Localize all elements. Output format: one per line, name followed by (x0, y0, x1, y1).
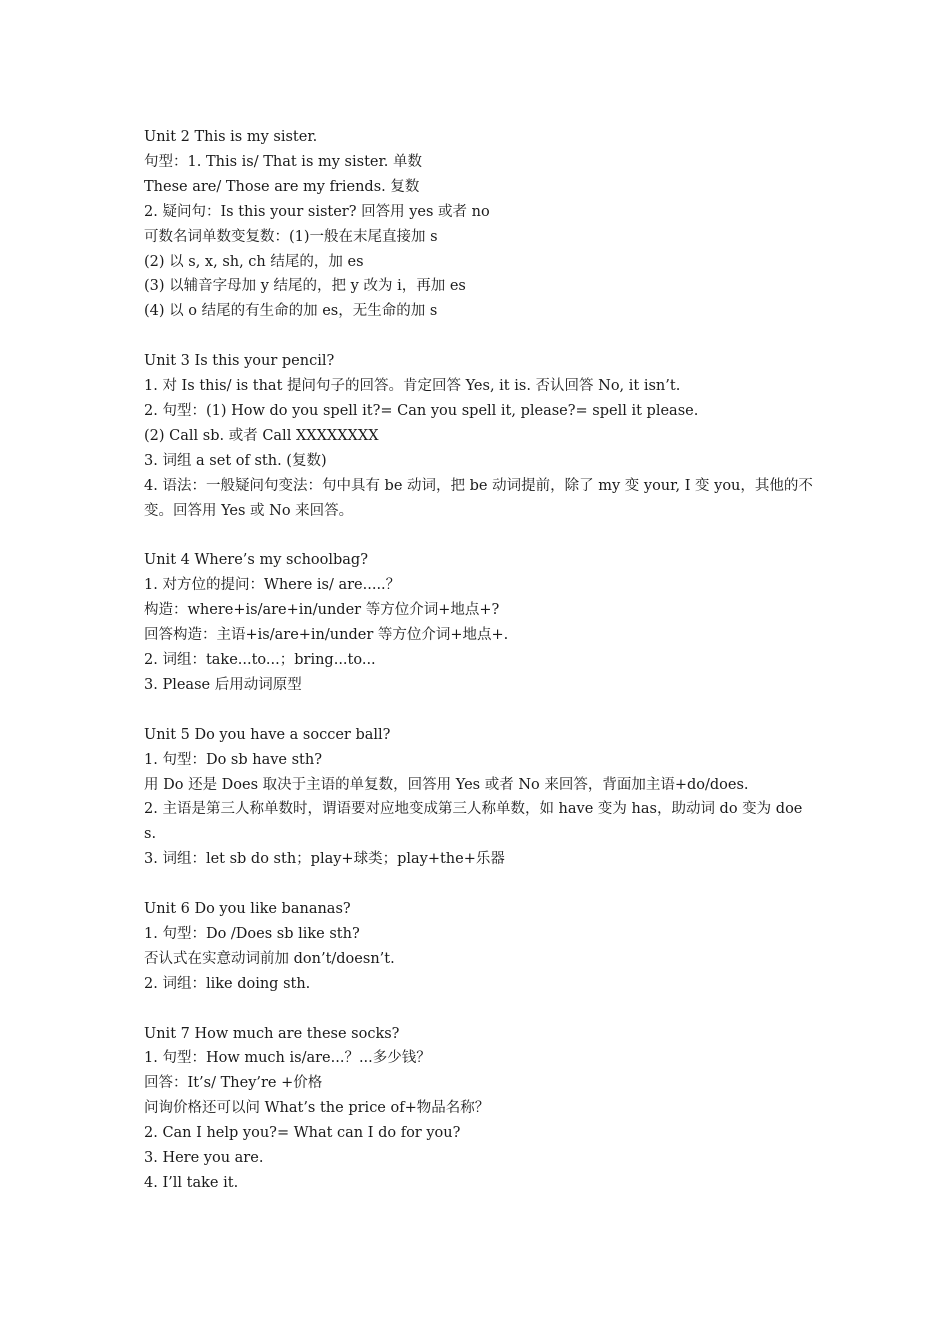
unit-6-section (144, 897, 814, 997)
text-line: These are/ Those are my friends. 复数 (144, 178, 420, 195)
text-line: 否认式在实意动词前加 don’t/doesn’t. (144, 950, 395, 967)
text-line: 4. 语法：一般疑问句变法：句中具有 be 动词，把 be 动词提前，除了 my 变 your, I 变 you，其他的不变。回答用 Yes 或 No 来回答。 (144, 477, 813, 519)
text-line: 回答构造：主语+is/are+in/under 等方位介词+地点+. (144, 627, 509, 644)
text-line: 可数名词单数变复数：(1)一般在末尾直接加 s (144, 228, 438, 245)
text-line: 2. 词组：like doing sth. (144, 975, 311, 992)
text-line: 句型：1. This is/ That is my sister. 单数 (144, 153, 423, 170)
text-line: 3. 词组：let sb do sth；play+球类；play+the+乐器 (144, 851, 505, 868)
unit-5-section (144, 723, 814, 872)
text-line: 问询价格还可以问 What’s the price of+物品名称？ (144, 1100, 490, 1117)
section-heading: Unit 5 Do you have a soccer ball? (144, 726, 391, 743)
text-line: 1. 句型：Do /Does sb like sth? (144, 925, 360, 942)
text-line: 1. 句型：How much is/are...？...多少钱？ (144, 1050, 431, 1067)
text-line: 1. 对方位的提问：Where is/ are.....？ (144, 577, 401, 594)
text-line: 2. 疑问句：Is this your sister? 回答用 yes 或者 no (144, 203, 490, 220)
text-line: 1. 句型：Do sb have sth? (144, 751, 322, 768)
section-heading: Unit 4 Where’s my schoolbag? (144, 552, 368, 569)
unit-2-section (144, 125, 814, 324)
text-line: (3) 以辅音字母加 y 结尾的，把 y 改为 i，再加 es (144, 278, 466, 295)
section-heading: Unit 6 Do you like bananas? (144, 901, 351, 918)
text-line: 构造：where+is/are+in/under 等方位介词+地点+? (144, 602, 500, 619)
section-heading: Unit 2 This is my sister. (144, 129, 318, 145)
unit-4-section (144, 548, 814, 697)
text-line: (2) 以 s, x, sh, ch 结尾的，加 es (144, 253, 364, 270)
text-line: 用 Do 还是 Does 取决于主语的单复数，回答用 Yes 或者 No 来回答，背面加主语+do/does. (144, 776, 749, 793)
text-line: 回答：It’s/ They’re +价格 (144, 1075, 323, 1092)
text-line: 3. 词组 a set of sth. (复数) (144, 452, 327, 469)
unit-3-section (144, 349, 814, 523)
text-line: (2) Call sb. 或者 Call XXXXXXXX (144, 427, 379, 444)
text-line: (4) 以 o 结尾的有生命的加 es，无生命的加 s (144, 303, 438, 320)
unit-7-section (144, 1022, 814, 1196)
section-heading: Unit 7 How much are these socks? (144, 1025, 400, 1042)
text-line: 2. Can I help you?= What can I do for you? (144, 1125, 461, 1142)
text-line: 2. 主语是第三人称单数时，谓语要对应地变成第三人称单数，如 have 变为 has，助动词 do 变为 does. (144, 801, 803, 843)
document-page (144, 125, 814, 1196)
text-line: 3. Please 后用动词原型 (144, 676, 302, 693)
text-line: 1. 对 Is this/ is that 提问句子的回答。肯定回答 Yes, it is. 否认回答 No, it isn’t. (144, 378, 681, 395)
text-line: 4. I’ll take it. (144, 1174, 239, 1191)
text-line: 2. 句型：(1) How do you spell it?= Can you spell it, please?= spell it please. (144, 402, 699, 419)
text-line: 2. 词组：take...to...；bring...to... (144, 652, 376, 668)
section-heading: Unit 3 Is this your pencil? (144, 353, 335, 370)
text-line: 3. Here you are. (144, 1150, 264, 1167)
